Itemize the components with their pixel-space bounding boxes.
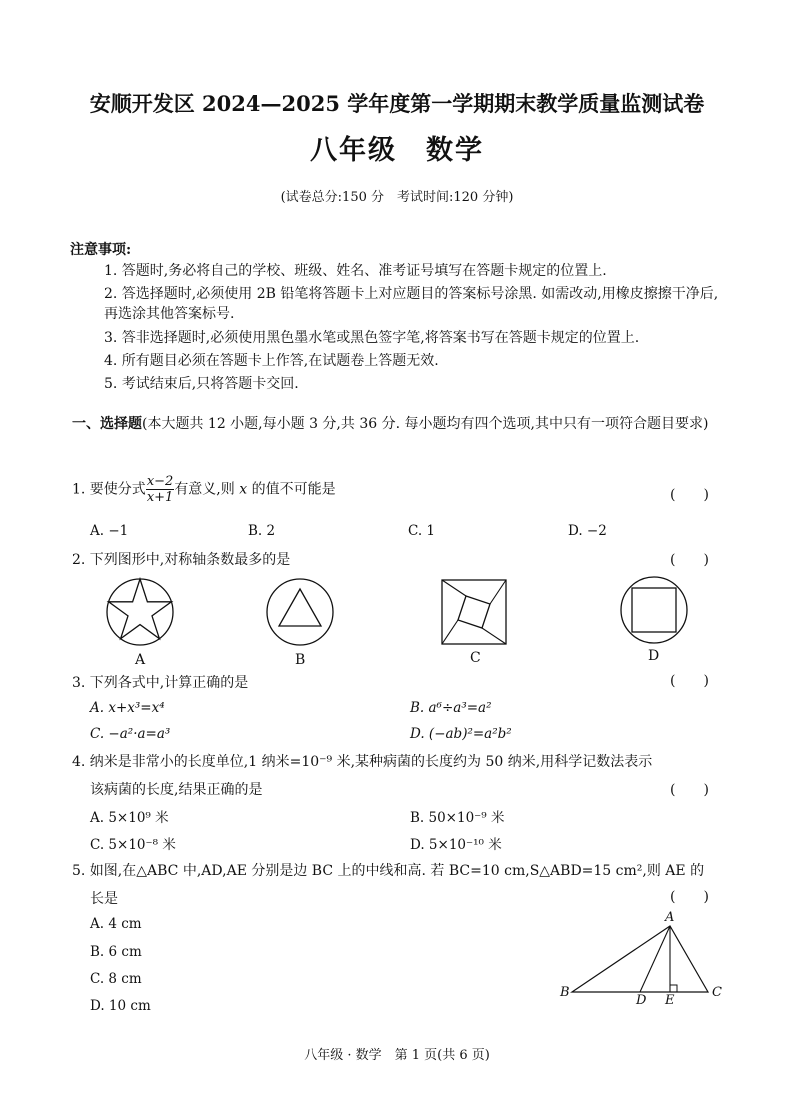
option: D. 5×10⁻¹⁰ 米 — [410, 837, 502, 853]
option: A. −1 — [90, 523, 129, 539]
question-5-stem-line1: 5. 如图,在△ABC 中,AD,AE 分别是边 BC 上的中线和高. 若 BC=10 cm,S△ABD=15 cm²,则 AE 的 — [72, 863, 705, 879]
exam-subtitle: 八年级 数学 — [310, 135, 484, 166]
figure-b-circle-triangle — [264, 576, 336, 648]
question-4-stem-line2: 该病菌的长度,结果正确的是 — [90, 782, 263, 798]
answer-paren: ( ) — [670, 889, 709, 905]
answer-paren: ( ) — [670, 782, 709, 798]
q1-prefix: 1. 要使分式 — [72, 481, 146, 498]
figure-label: B — [295, 652, 306, 668]
notice-item: 4. 所有题目必须在答题卡上作答,在试题卷上答题无效. — [104, 353, 439, 369]
option: A. x+x³=x⁴ — [90, 700, 165, 716]
notice-item: 2. 答选择题时,必须使用 2B 铅笔将答题卡上对应题目的答案标号涂黑. 如需改动,用橡皮擦擦干净后,再选涂其他答案标号. — [104, 286, 719, 322]
figure-d-circle-square — [618, 574, 690, 646]
section-heading-description: (本大题共 12 小题,每小题 3 分,共 36 分. 每小题均有四个选项,其中只有一项符合题目要求) — [142, 416, 709, 432]
notice-item: 5. 考试结束后,只将答题卡交回. — [104, 376, 299, 392]
option: A. 4 cm — [90, 916, 142, 932]
question-1-stem — [72, 474, 336, 505]
triangle-label-b: B — [560, 985, 570, 1000]
triangle-label-d: D — [636, 993, 647, 1008]
option: A. 5×10⁹ 米 — [90, 810, 169, 826]
exam-title: 安顺开发区 2024—2025 学年度第一学期期末教学质量监测试卷 — [89, 91, 705, 116]
notice-item: 3. 答非选择题时,必须使用黑色墨水笔或黑色签字笔,将答案书写在答题卡规定的位置上. — [104, 330, 640, 346]
q1-suffix-a: 有意义,则 — [174, 481, 240, 498]
answer-paren: ( ) — [670, 673, 709, 689]
figure-label: C — [470, 650, 481, 666]
section-heading-title: 一、选择题 — [72, 416, 142, 432]
option: D. (−ab)²=a²b² — [410, 726, 512, 742]
triangle-label-a: A — [665, 910, 675, 925]
q1-variable: x — [239, 481, 248, 498]
option: B. 6 cm — [90, 944, 142, 960]
option: C. 1 — [408, 523, 436, 539]
question-5-stem-line2: 长是 — [90, 891, 118, 907]
triangle-label-e: E — [665, 993, 675, 1008]
question-4-stem-line1: 4. 纳米是非常小的长度单位,1 纳米=10⁻⁹ 米,某种病菌的长度约为 50 纳米,用科学记数法表示 — [72, 754, 653, 770]
option: D. −2 — [568, 523, 607, 539]
triangle-label-c: C — [712, 985, 722, 1000]
option: D. 10 cm — [90, 998, 151, 1014]
option: B. 2 — [248, 523, 276, 539]
section-heading — [72, 412, 724, 436]
q1-fraction-numerator: x−2 — [146, 474, 174, 489]
option: B. a⁶÷a³=a² — [410, 700, 492, 716]
question-3-stem: 3. 下列各式中,计算正确的是 — [72, 675, 249, 691]
option: C. 8 cm — [90, 971, 142, 987]
notice-item: 1. 答题时,务必将自己的学校、班级、姓名、准考证号填写在答题卡规定的位置上. — [104, 263, 607, 279]
figure-label: A — [135, 652, 146, 668]
figure-a-circle-star — [104, 576, 176, 648]
figure-c-square-pinwheel — [438, 576, 510, 648]
q1-fraction — [146, 474, 175, 505]
exam-info: (试卷总分:150 分 考试时间:120 分钟) — [280, 190, 514, 205]
option: B. 50×10⁻⁹ 米 — [410, 810, 505, 826]
q1-fraction-denominator: x+1 — [146, 490, 174, 505]
figure-label: D — [648, 648, 660, 664]
answer-paren: ( ) — [670, 487, 709, 503]
page-footer: 八年级 · 数学 第 1 页(共 6 页) — [304, 1048, 490, 1063]
option: C. 5×10⁻⁸ 米 — [90, 837, 176, 853]
notice-title: 注意事项: — [70, 242, 132, 258]
q1-suffix-b: 的值不可能是 — [247, 481, 336, 498]
option: C. −a²·a=a³ — [90, 726, 171, 742]
question-2-stem: 2. 下列图形中,对称轴条数最多的是 — [72, 552, 291, 568]
answer-paren: ( ) — [670, 552, 709, 568]
